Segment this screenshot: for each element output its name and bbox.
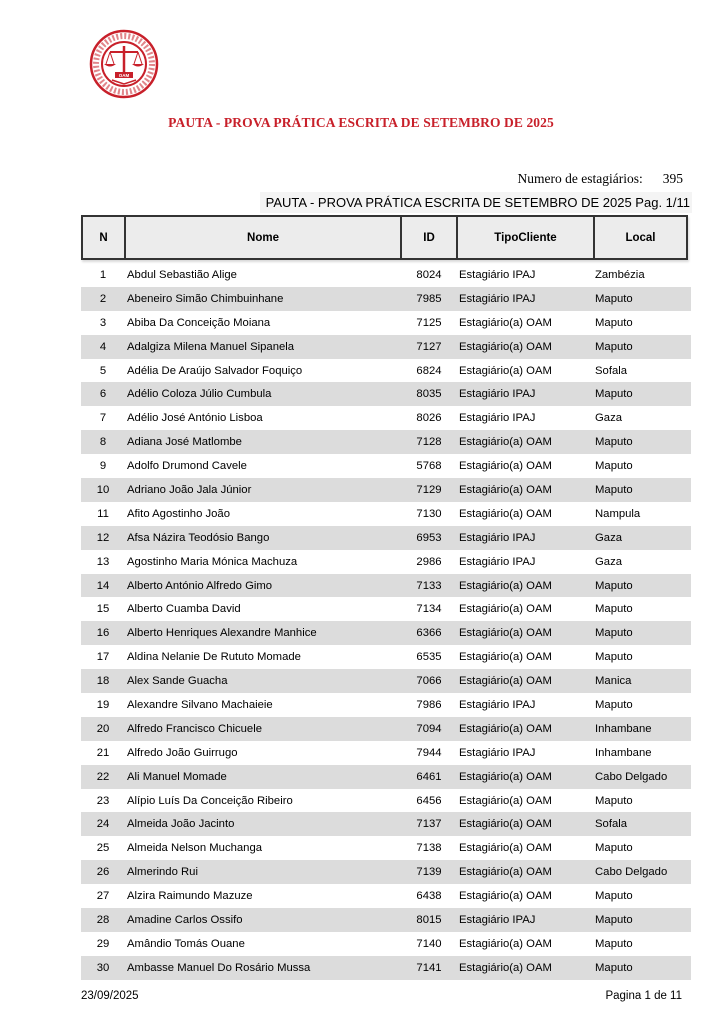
table-row xyxy=(81,932,691,956)
cell-id: 7985 xyxy=(416,292,442,305)
cell-id: 5768 xyxy=(416,460,442,473)
cell-n: 14 xyxy=(96,579,110,592)
cell-local: Maputo xyxy=(595,890,633,903)
table-subtitle: PAUTA - PROVA PRÁTICA ESCRITA DE SETEMBRO DE 2025 Pag. 1/11 xyxy=(260,192,692,213)
cell-nome: Aldina Nelanie De Rututo Momade xyxy=(127,651,301,664)
cell-id: 7944 xyxy=(416,746,442,759)
cell-tipocliente: Estagiário IPAJ xyxy=(459,698,536,711)
cell-n: 26 xyxy=(96,866,110,879)
cell-id: 7141 xyxy=(416,961,442,974)
footer-page-number: Pagina 1 de 11 xyxy=(605,990,682,1002)
column-header-n: N xyxy=(83,217,126,258)
cell-local: Maputo xyxy=(595,292,633,305)
cell-nome: Amadine Carlos Ossifo xyxy=(127,913,243,926)
cell-id: 7138 xyxy=(416,842,442,855)
cell-id: 7140 xyxy=(416,937,442,950)
cell-local: Maputo xyxy=(595,316,633,329)
column-header-tipocliente: TipoCliente xyxy=(458,217,595,258)
cell-local: Inhambane xyxy=(595,746,652,759)
cell-tipocliente: Estagiário(a) OAM xyxy=(459,890,552,903)
cell-n: 16 xyxy=(96,627,110,640)
table-row xyxy=(81,311,691,335)
table-row xyxy=(81,908,691,932)
cell-local: Maputo xyxy=(595,340,633,353)
table-row xyxy=(81,836,691,860)
cell-local: Maputo xyxy=(595,913,633,926)
cell-local: Inhambane xyxy=(595,722,652,735)
cell-n: 22 xyxy=(96,770,110,783)
cell-nome: Adélio José António Lisboa xyxy=(127,412,263,425)
cell-local: Maputo xyxy=(595,961,633,974)
cell-n: 24 xyxy=(96,818,110,831)
cell-local: Maputo xyxy=(595,579,633,592)
cell-tipocliente: Estagiário IPAJ xyxy=(459,268,536,281)
cell-n: 21 xyxy=(96,746,110,759)
cell-id: 7134 xyxy=(416,603,442,616)
cell-id: 7128 xyxy=(416,436,442,449)
cell-tipocliente: Estagiário(a) OAM xyxy=(459,842,552,855)
cell-tipocliente: Estagiário(a) OAM xyxy=(459,507,552,520)
table-row xyxy=(81,550,691,574)
column-header-nome: Nome xyxy=(126,217,402,258)
cell-n: 20 xyxy=(96,722,110,735)
cell-nome: Agostinho Maria Mónica Machuza xyxy=(127,555,298,568)
cell-tipocliente: Estagiário(a) OAM xyxy=(459,579,552,592)
cell-tipocliente: Estagiário IPAJ xyxy=(459,913,536,926)
cell-tipocliente: Estagiário(a) OAM xyxy=(459,603,552,616)
cell-tipocliente: Estagiário IPAJ xyxy=(459,531,536,544)
cell-local: Sofala xyxy=(595,818,628,831)
cell-nome: Almeida Nelson Muchanga xyxy=(127,842,263,855)
table-row xyxy=(81,359,691,383)
scales-of-justice-icon xyxy=(86,28,162,100)
cell-nome: Adriano João Jala Júnior xyxy=(127,483,252,496)
cell-n: 15 xyxy=(96,603,110,616)
cell-id: 7137 xyxy=(416,818,442,831)
cell-id: 7066 xyxy=(416,675,442,688)
cell-n: 25 xyxy=(96,842,110,855)
cell-local: Zambézia xyxy=(595,268,645,281)
cell-n: 10 xyxy=(96,483,110,496)
cell-local: Maputo xyxy=(595,388,633,401)
column-header-local: Local xyxy=(625,231,656,244)
cell-tipocliente: Estagiário(a) OAM xyxy=(459,818,552,831)
cell-id: 6438 xyxy=(416,890,442,903)
cell-tipocliente: Estagiário(a) OAM xyxy=(459,651,552,664)
cell-local: Gaza xyxy=(595,531,623,544)
cell-nome: Adélio Coloza Júlio Cumbula xyxy=(127,388,272,401)
intern-count-value: 395 xyxy=(662,171,683,186)
cell-n: 3 xyxy=(99,316,107,329)
table-row xyxy=(81,478,691,502)
table-row xyxy=(81,263,691,287)
table-row xyxy=(81,669,691,693)
table-body xyxy=(81,263,691,980)
cell-nome: Abdul Sebastião Alige xyxy=(127,268,237,281)
cell-local: Maputo xyxy=(595,460,633,473)
table-row xyxy=(81,645,691,669)
cell-tipocliente: Estagiário(a) OAM xyxy=(459,937,552,950)
cell-local: Nampula xyxy=(595,507,641,520)
cell-tipocliente: Estagiário(a) OAM xyxy=(459,961,552,974)
cell-id: 6953 xyxy=(416,531,442,544)
cell-nome: Afito Agostinho João xyxy=(127,507,231,520)
cell-local: Maputo xyxy=(595,842,633,855)
cell-nome: Amândio Tomás Ouane xyxy=(127,937,245,950)
cell-nome: Alexandre Silvano Machaieie xyxy=(127,698,273,711)
cell-nome: Adiana José Matlombe xyxy=(127,436,242,449)
cell-id: 7133 xyxy=(416,579,442,592)
cell-nome: Alzira Raimundo Mazuze xyxy=(127,890,253,903)
cell-local: Maputo xyxy=(595,794,633,807)
cell-local: Gaza xyxy=(595,412,623,425)
cell-nome: Almeida João Jacinto xyxy=(127,818,235,831)
cell-n: 9 xyxy=(99,460,107,473)
table-row xyxy=(81,621,691,645)
cell-tipocliente: Estagiário(a) OAM xyxy=(459,627,552,640)
svg-text:OAM: OAM xyxy=(118,73,130,78)
cell-id: 7129 xyxy=(416,483,442,496)
cell-tipocliente: Estagiário(a) OAM xyxy=(459,866,552,879)
cell-id: 7986 xyxy=(416,698,442,711)
cell-nome: Adalgiza Milena Manuel Sipanela xyxy=(127,340,295,353)
cell-nome: Almerindo Rui xyxy=(127,866,198,879)
cell-n: 13 xyxy=(96,555,110,568)
cell-local: Maputo xyxy=(595,651,633,664)
cell-id: 7127 xyxy=(416,340,442,353)
intern-count xyxy=(518,171,683,187)
cell-nome: Adélia De Araújo Salvador Foquiço xyxy=(127,364,303,377)
cell-n: 6 xyxy=(99,388,107,401)
cell-n: 29 xyxy=(96,937,110,950)
cell-tipocliente: Estagiário(a) OAM xyxy=(459,675,552,688)
table-header xyxy=(81,215,688,260)
cell-id: 8015 xyxy=(416,913,442,926)
cell-nome: Alfredo Francisco Chicuele xyxy=(127,722,262,735)
cell-local: Maputo xyxy=(595,627,633,640)
cell-tipocliente: Estagiário(a) OAM xyxy=(459,722,552,735)
table-row xyxy=(81,430,691,454)
cell-local: Maputo xyxy=(595,436,633,449)
cell-n: 7 xyxy=(99,412,107,425)
cell-id: 7130 xyxy=(416,507,442,520)
table-row xyxy=(81,693,691,717)
cell-tipocliente: Estagiário IPAJ xyxy=(459,555,536,568)
cell-tipocliente: Estagiário(a) OAM xyxy=(459,316,552,329)
cell-n: 2 xyxy=(99,292,107,305)
cell-n: 11 xyxy=(97,507,109,520)
cell-tipocliente: Estagiário(a) OAM xyxy=(459,483,552,496)
column-header-id: ID xyxy=(402,217,458,258)
cell-id: 8024 xyxy=(416,268,442,281)
cell-id: 6461 xyxy=(416,770,442,783)
cell-nome: Alberto Cuamba David xyxy=(127,603,241,616)
cell-n: 1 xyxy=(99,268,107,281)
document-title: PAUTA - PROVA PRÁTICA ESCRITA DE SETEMBRO DE 2025 xyxy=(168,115,554,130)
table-row xyxy=(81,526,691,550)
table-row xyxy=(81,454,691,478)
cell-id: 2986 xyxy=(416,555,442,568)
cell-nome: Abiba Da Conceição Moiana xyxy=(127,316,271,329)
table-row xyxy=(81,789,691,813)
table-row xyxy=(81,406,691,430)
cell-tipocliente: Estagiário IPAJ xyxy=(459,412,536,425)
table-row xyxy=(81,860,691,884)
oam-seal-logo xyxy=(86,28,162,100)
cell-tipocliente: Estagiário IPAJ xyxy=(459,292,536,305)
cell-local: Maputo xyxy=(595,483,633,496)
cell-n: 5 xyxy=(99,364,107,377)
footer-date: 23/09/2025 xyxy=(81,990,139,1002)
cell-local: Manica xyxy=(595,675,632,688)
cell-n: 27 xyxy=(96,890,110,903)
cell-nome: Alex Sande Guacha xyxy=(127,675,228,688)
cell-n: 17 xyxy=(96,651,110,664)
cell-id: 8026 xyxy=(416,412,442,425)
cell-tipocliente: Estagiário(a) OAM xyxy=(459,460,552,473)
cell-local: Cabo Delgado xyxy=(595,770,668,783)
cell-tipocliente: Estagiário IPAJ xyxy=(459,746,536,759)
cell-nome: Alberto Henriques Alexandre Manhice xyxy=(127,627,317,640)
cell-local: Sofala xyxy=(595,364,628,377)
cell-tipocliente: Estagiário IPAJ xyxy=(459,388,536,401)
cell-n: 12 xyxy=(96,531,110,544)
cell-local: Maputo xyxy=(595,937,633,950)
table-row xyxy=(81,717,691,741)
intern-count-label: Numero de estagiários: xyxy=(517,171,643,186)
cell-id: 6535 xyxy=(416,651,442,664)
cell-nome: Alípio Luís Da Conceição Ribeiro xyxy=(127,794,293,807)
cell-local: Cabo Delgado xyxy=(595,866,668,879)
table-row xyxy=(81,335,691,359)
cell-id: 6456 xyxy=(416,794,442,807)
cell-nome: Alberto António Alfredo Gimo xyxy=(127,579,273,592)
cell-n: 30 xyxy=(96,961,110,974)
cell-id: 8035 xyxy=(416,388,442,401)
cell-nome: Adolfo Drumond Cavele xyxy=(127,460,247,473)
table-row xyxy=(81,956,691,980)
cell-n: 23 xyxy=(96,794,110,807)
table-row xyxy=(81,597,691,621)
cell-id: 6366 xyxy=(416,627,442,640)
cell-id: 7094 xyxy=(416,722,442,735)
cell-n: 4 xyxy=(99,340,107,353)
cell-nome: Ali Manuel Momade xyxy=(127,770,227,783)
cell-nome: Abeneiro Simão Chimbuinhane xyxy=(127,292,284,305)
table-row xyxy=(81,382,691,406)
cell-tipocliente: Estagiário(a) OAM xyxy=(459,340,552,353)
table-row xyxy=(81,812,691,836)
cell-id: 7139 xyxy=(416,866,442,879)
cell-local: Gaza xyxy=(595,555,623,568)
cell-id: 7125 xyxy=(416,316,442,329)
cell-nome: Ambasse Manuel Do Rosário Mussa xyxy=(127,961,311,974)
cell-local: Maputo xyxy=(595,698,633,711)
cell-id: 6824 xyxy=(416,364,442,377)
cell-tipocliente: Estagiário(a) OAM xyxy=(459,364,552,377)
cell-n: 18 xyxy=(96,675,110,688)
cell-tipocliente: Estagiário(a) OAM xyxy=(459,770,552,783)
table-row xyxy=(81,287,691,311)
cell-local: Maputo xyxy=(595,603,633,616)
cell-nome: Alfredo João Guirrugo xyxy=(127,746,238,759)
table-row xyxy=(81,741,691,765)
table-row xyxy=(81,765,691,789)
cell-tipocliente: Estagiário(a) OAM xyxy=(459,436,552,449)
cell-n: 19 xyxy=(96,698,110,711)
cell-tipocliente: Estagiário(a) OAM xyxy=(459,794,552,807)
cell-n: 28 xyxy=(96,913,110,926)
table-row xyxy=(81,574,691,598)
cell-nome: Afsa Názira Teodósio Bango xyxy=(127,531,270,544)
table-row xyxy=(81,502,691,526)
table-row xyxy=(81,884,691,908)
cell-n: 8 xyxy=(99,436,107,449)
